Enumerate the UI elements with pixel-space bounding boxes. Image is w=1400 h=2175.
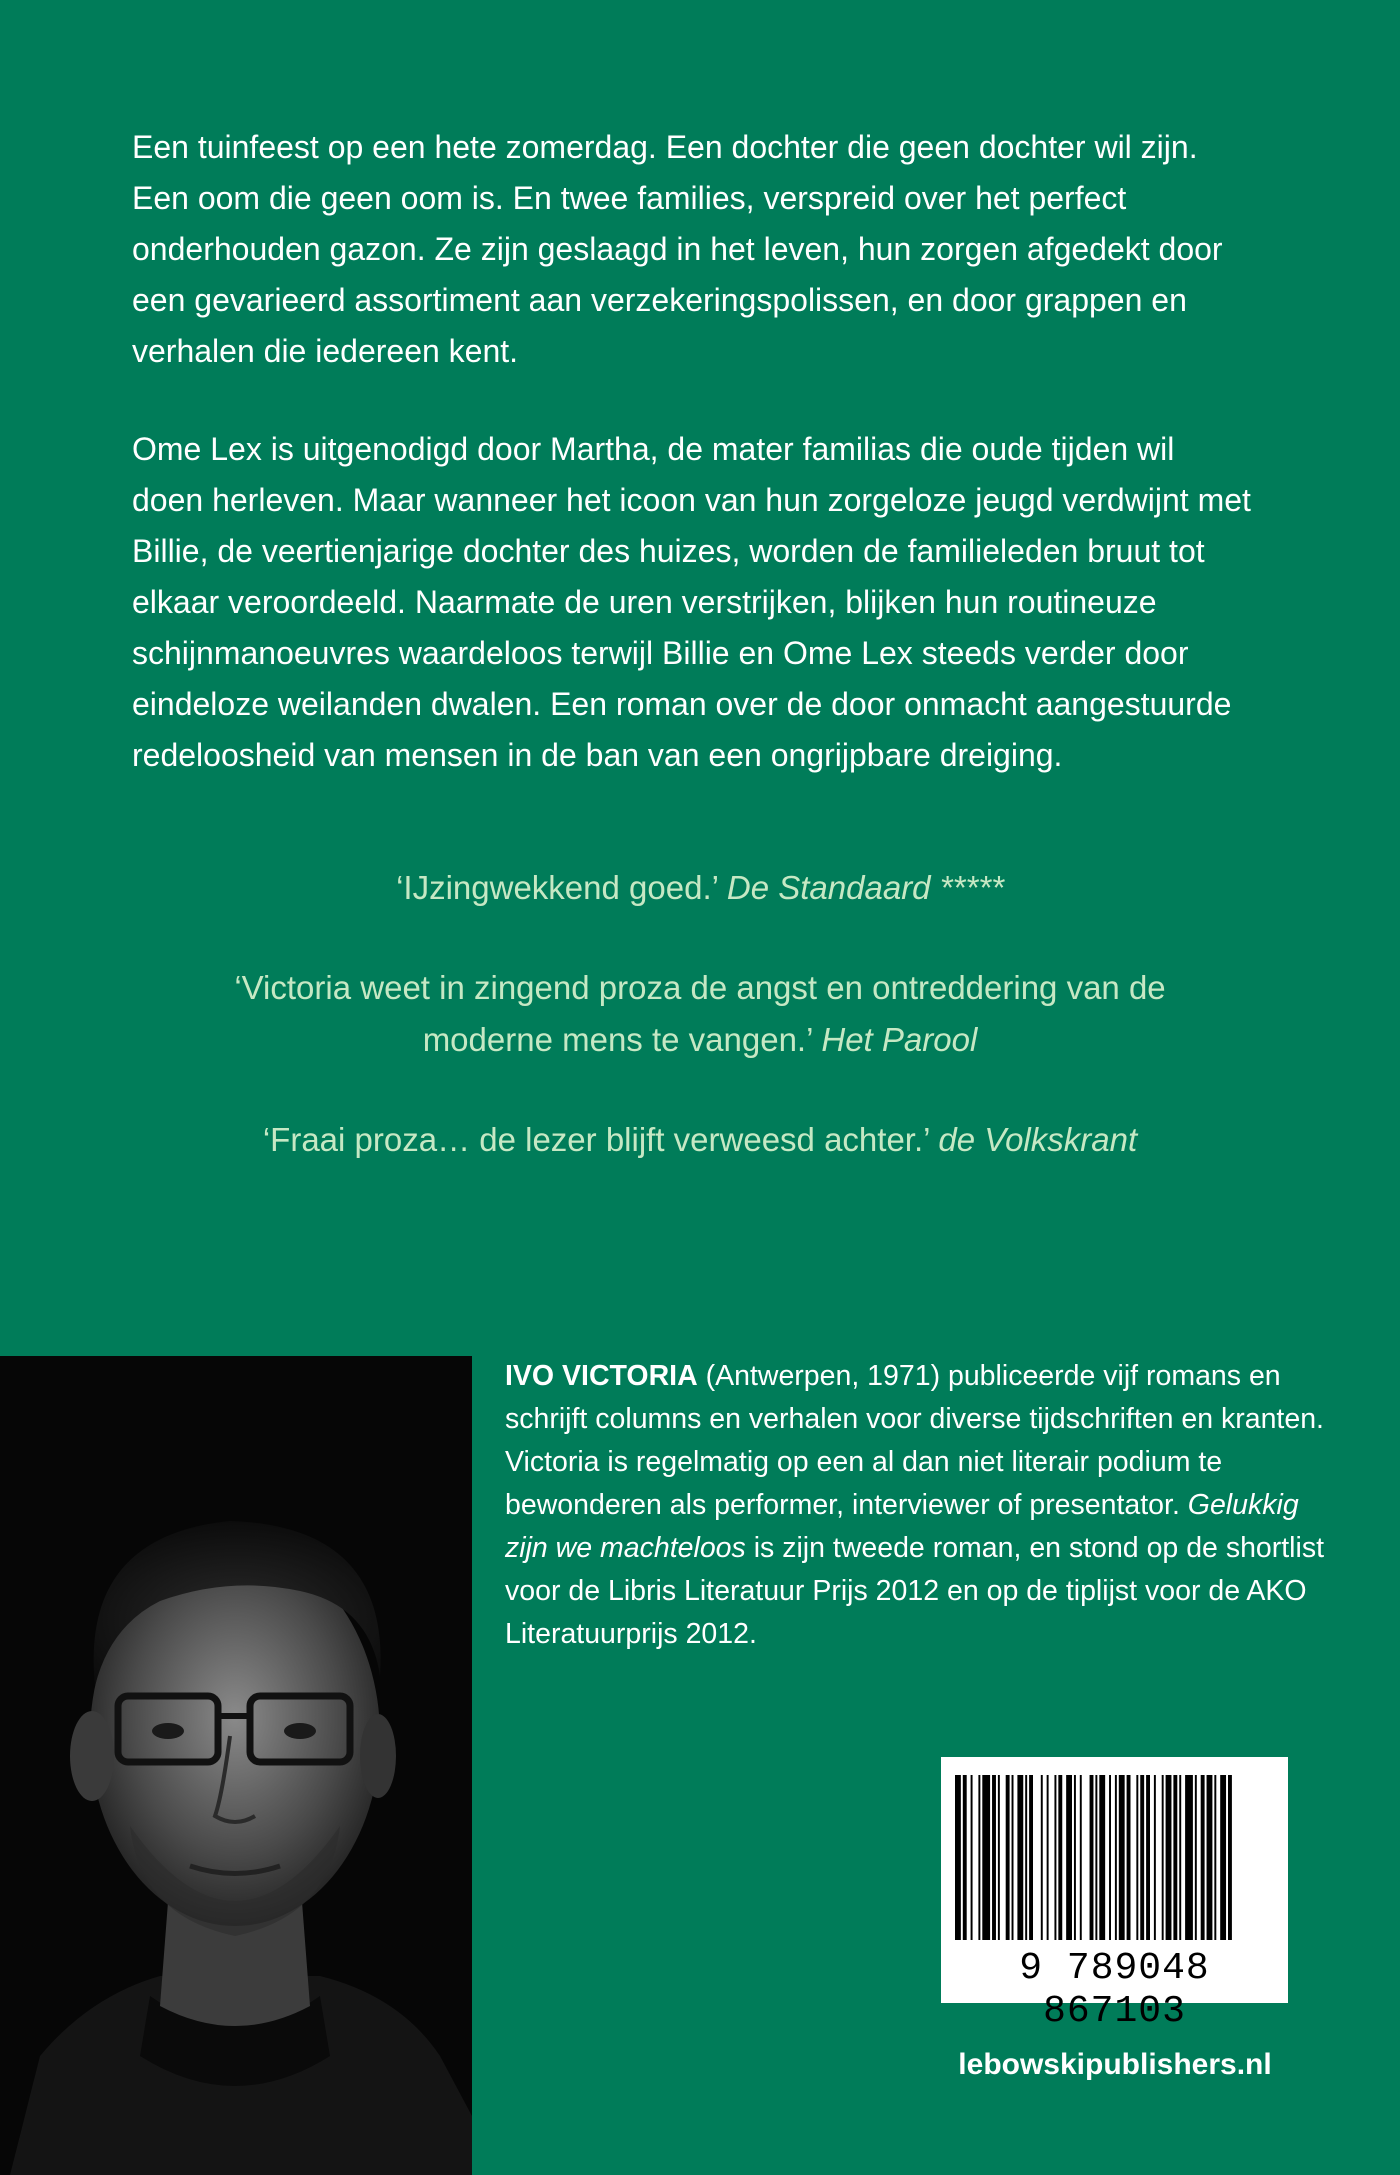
barcode-bar [1185,1775,1193,1940]
barcode-bar [1017,1775,1023,1940]
quote-text: ‘Victoria weet in zingend proza de angst en ontreddering van de moderne mens te vangen.’ [234,969,1166,1058]
barcode [941,1757,1288,2033]
bio-text-part-1: (Antwerpen, 1971) publiceerde vijf romans en schrijft columns en verhalen voor diverse tijdschriften en kranten. Victoria is regelmatig op een al dan niet literair podium te bewonderen als performer, interviewer of presentator. [505,1360,1324,1521]
barcode-bar [1029,1775,1033,1940]
barcode-bar [998,1775,1000,1940]
barcode-bar [1214,1775,1216,1940]
barcode-bar [963,1775,967,1940]
quote-source: Het Parool [821,1021,978,1058]
barcode-bar [1154,1775,1156,1940]
barcode-bar [971,1775,973,1940]
barcode-bar [1179,1775,1181,1940]
publisher-url[interactable]: lebowskipublishers.nl [958,2048,1272,2081]
barcode-bar [1109,1775,1111,1940]
blurb [132,122,1252,828]
review-quote [120,1114,1280,1166]
barcode-bar [1095,1775,1097,1940]
barcode-bar [1099,1775,1105,1940]
quote-text: ‘Fraai proza… de lezer blijft verweesd achter.’ [262,1121,930,1158]
blurb-paragraph-1: Een tuinfeest op een hete zomerdag. Een dochter die geen dochter wil zijn. Een oom die geen oom is. En twee families, verspreid over het perfect onderhouden gazon. Ze zijn geslaagd in het leven, hun zorgen afgedekt door een gevarieerd assortiment aan verzekeringspolissen, en door grappen en verhalen die iedereen kent. [132,129,1223,369]
blurb-paragraph-2: Ome Lex is uitgenodigd door Martha, de mater familias die oude tijden wil doen herleven. Maar wanneer het icoon van hun zorgeloze jeugd verdwijnt met Billie, de veertienjarige dochter des huizes, worden de familieleden bruut tot elkaar veroordeeld. Naarmate de uren verstrijken, blijken hun routineuze schijnmanoeuvres waardeloos terwijl Billie en Ome Lex steeds verder door eindeloze weilanden dwalen. Een roman over de door onmacht aangestuurde redeloosheid van mensen in de ban van een ongrijpbare dreiging. [132,431,1251,773]
barcode-bar [1146,1775,1150,1940]
barcode-bar [1119,1775,1125,1940]
author-bio [505,1355,1335,1656]
barcode-bar [982,1775,990,1940]
barcode-bar [1220,1775,1226,1940]
author-portrait-image [0,1356,472,2175]
barcode-bar [1140,1775,1144,1940]
quote-source: De Standaard ***** [726,869,1004,906]
barcode-bar [978,1775,980,1940]
barcode-bar [1041,1775,1043,1940]
barcode-bar [955,1775,961,1940]
barcode-bar [1080,1775,1082,1940]
review-quote [120,862,1280,914]
book-title: Gelukkig zijn we machteloos [505,1489,1299,1564]
review-quotes [120,862,1280,1214]
barcode-bar [1228,1775,1232,1940]
barcode-bar [1195,1775,1197,1940]
barcode-bar [1127,1775,1131,1940]
barcode-bar [1074,1775,1076,1940]
barcode-bar [1136,1775,1138,1940]
barcode-bar [1066,1775,1072,1940]
barcode-bar [1090,1775,1094,1940]
barcode-bar [1207,1775,1213,1940]
quote-text: ‘IJzingwekkend goed.’ [396,869,718,906]
isbn-number: 9 789048 867103 [1019,1947,1210,2033]
barcode-bar [992,1775,996,1940]
barcode-bar [1012,1775,1014,1940]
quote-source: de Volkskrant [938,1121,1138,1158]
barcode-bar [1201,1775,1205,1940]
author-name: IVO VICTORIA [505,1360,698,1392]
barcode-bar [1025,1775,1027,1940]
barcode-bar [1162,1775,1164,1940]
barcode-bar [1166,1775,1172,1940]
barcode-bar [1054,1775,1056,1940]
barcode-bar [1173,1775,1177,1940]
barcode-bar [1058,1775,1062,1940]
barcode-bar [1115,1775,1117,1940]
barcode-bar [1006,1775,1010,1940]
barcode-bar [1047,1775,1049,1940]
review-quote [120,962,1280,1066]
bio-text-part-2: is zijn tweede roman, en stond op de shortlist voor de Libris Literatuur Prijs 2012 en op de tiplijst voor de AKO Literatuurprijs 2012. [505,1532,1325,1650]
author-photo [0,1356,472,2175]
